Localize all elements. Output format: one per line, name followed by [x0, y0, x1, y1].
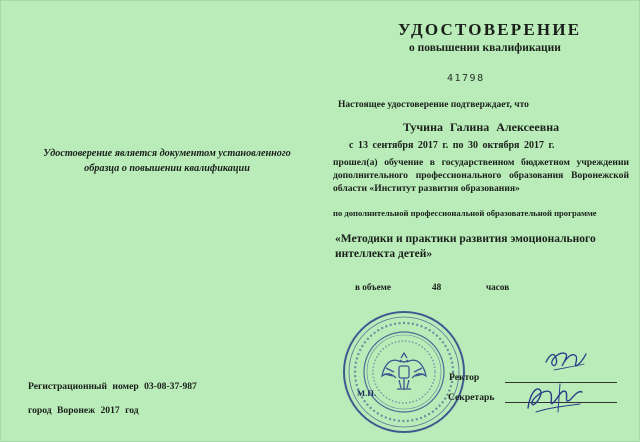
certificate-number: 41798 [447, 73, 485, 84]
recipient-name: Тучина Галина Алексеевна [403, 120, 560, 134]
stamp-mark: М.П. [357, 388, 377, 398]
training-dates: с 13 сентября 2017 г. по 30 октября 2017 г. [349, 140, 555, 151]
volume-label: в объеме [355, 282, 391, 292]
intro-text: Настоящее удостоверение подтверждает, что [338, 100, 529, 110]
left-note: Удостоверение является документом установленного образца о повышении квалификации [43, 148, 291, 174]
secretary-label: Секретарь [448, 392, 495, 403]
rector-signature-icon [540, 340, 592, 380]
registration-number: Регистрационный номер 03-08-37-987 [28, 381, 197, 392]
certificate-subtitle: о повышении квалификации [409, 42, 561, 54]
program-title: «Методики и практики развития эмоционального интеллекта детей» [335, 233, 596, 260]
city-year: город Воронеж 2017 год [28, 405, 139, 416]
rector-label: Ректор [449, 372, 480, 383]
volume-unit: часов [486, 282, 510, 292]
volume-hours: 48 [432, 282, 442, 292]
program-intro: по дополнительной профессиональной образовательной программе [333, 208, 597, 218]
secretary-signature-icon [520, 378, 590, 418]
training-institution-text: прошел(а) обучение в государственном бюджетном учреждении дополнительного профессионального образования Воронежской области «Институт развития образования» [333, 157, 629, 194]
certificate-title: УДОСТОВЕРЕНИЕ [398, 20, 582, 39]
